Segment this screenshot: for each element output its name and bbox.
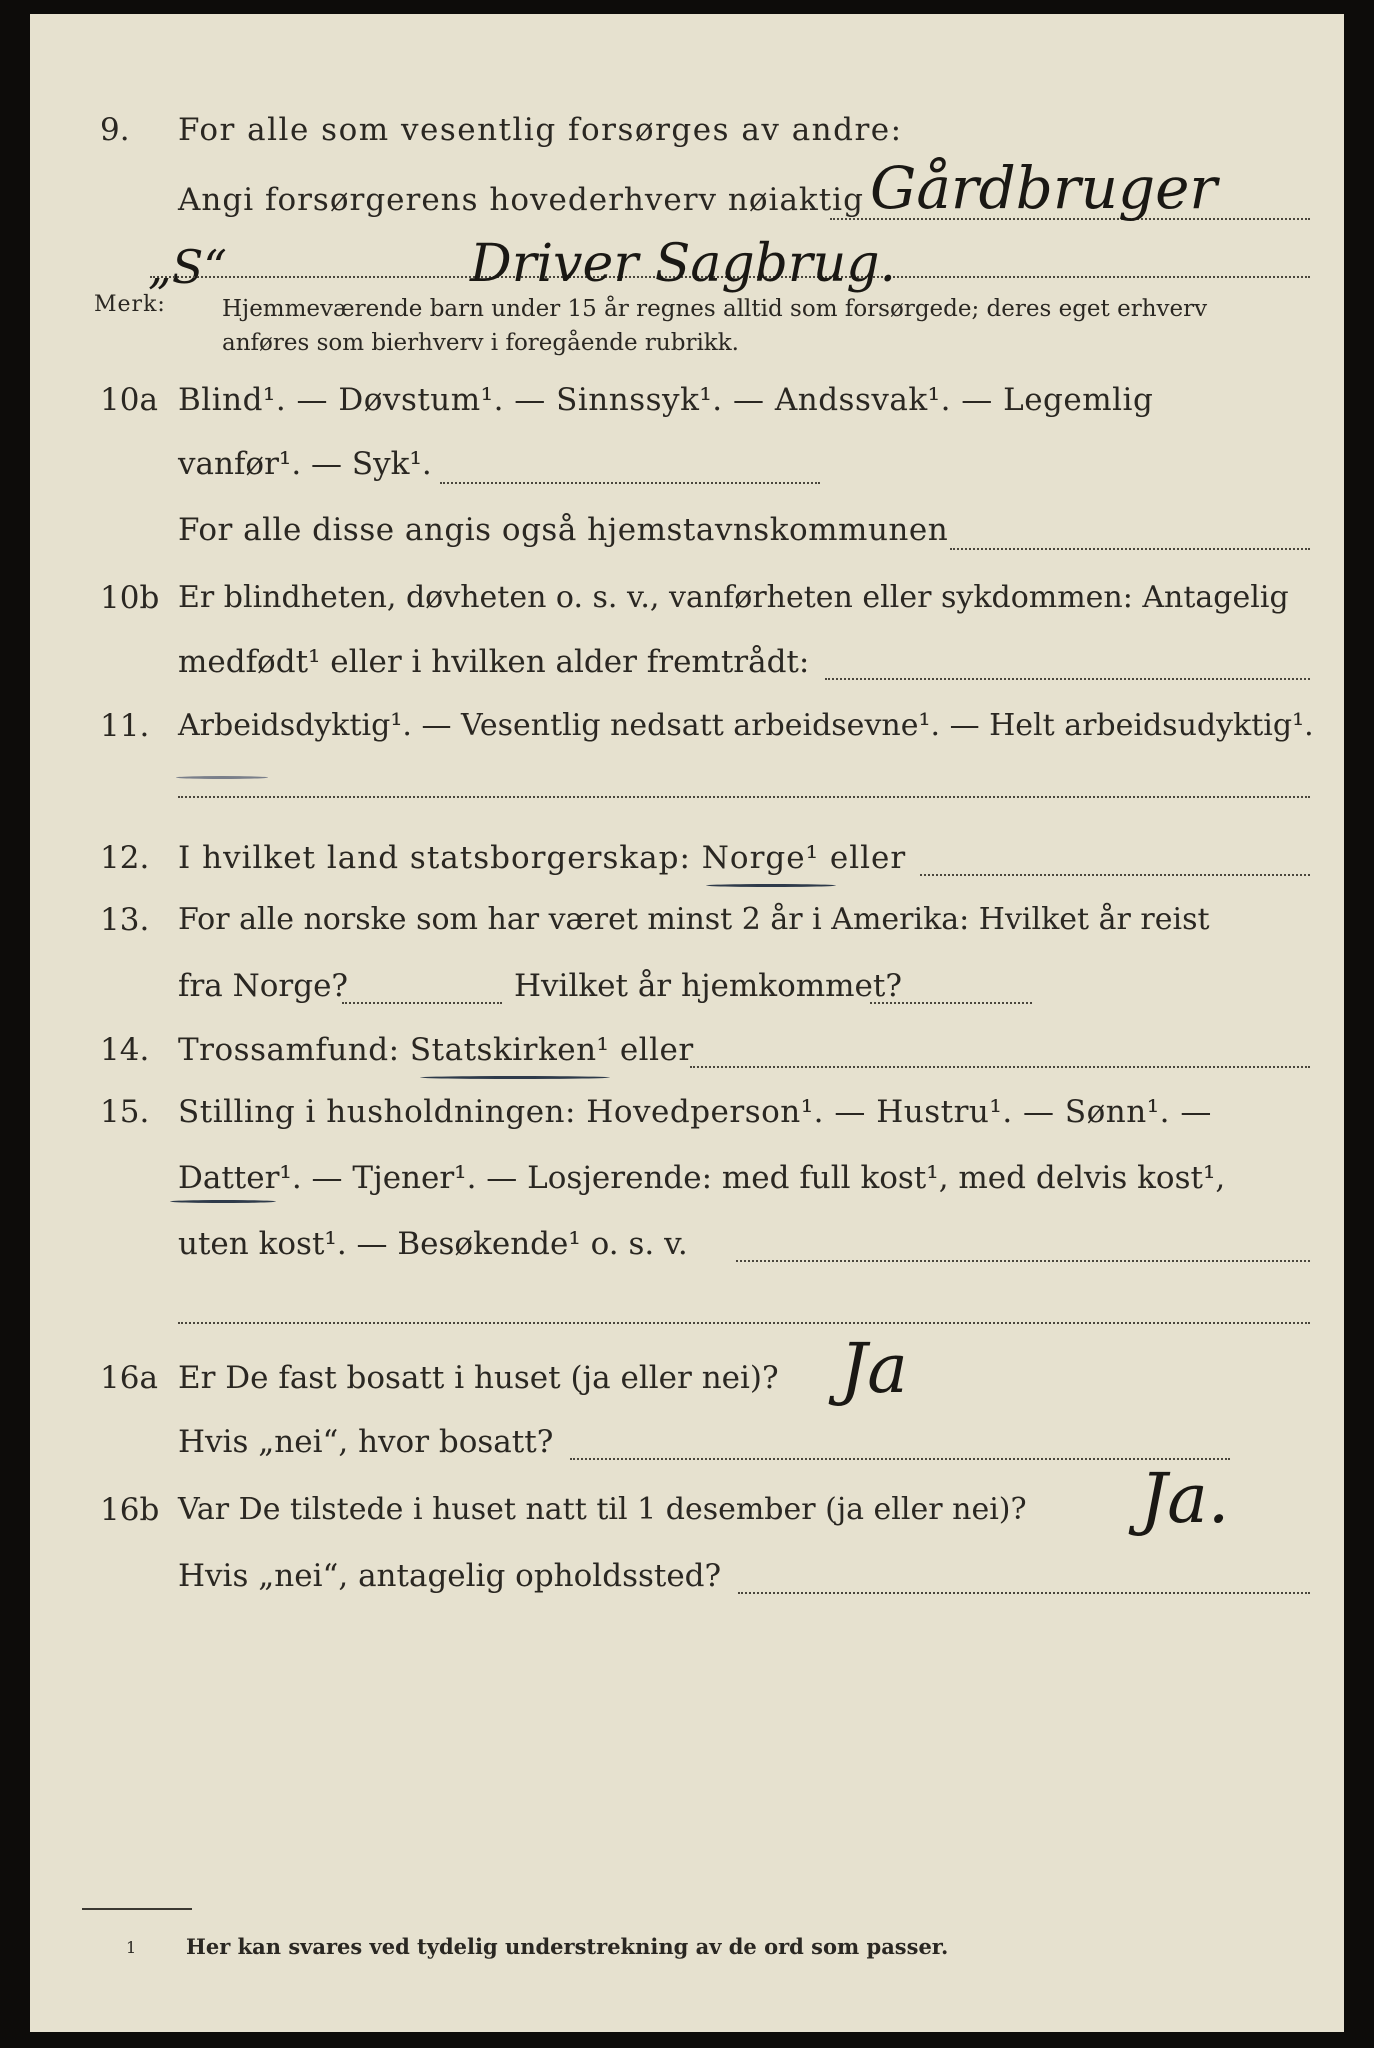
q15-line1: Stilling i husholdningen: Hovedperson¹. — Hustru¹. — Sønn¹. — xyxy=(178,1094,1212,1130)
q10a-number: 10a xyxy=(100,382,158,418)
q15-line2: Datter¹. — Tjener¹. — Losjerende: med full kost¹, med delvis kost¹, xyxy=(178,1160,1226,1196)
q16a-line1: Er De fast bosatt i huset (ja eller nei)? xyxy=(178,1360,779,1396)
footnote-rule xyxy=(82,1908,192,1910)
q11-number: 11. xyxy=(100,708,150,744)
note-line1: Hjemmeværende barn under 15 år regnes alltid som forsørgede; deres eget erhverv xyxy=(222,296,1208,322)
q15-answer-line1 xyxy=(736,1260,1310,1262)
q13-number: 13. xyxy=(100,902,150,938)
q14-answer-line xyxy=(690,1066,1310,1068)
q14-statskirken-underline xyxy=(420,1076,610,1079)
q10a-line2: vanfør¹. — Syk¹. xyxy=(178,446,432,482)
q9-line1: For alle som vesentlig forsørges av andre: xyxy=(178,112,903,148)
q9-handwritten-answer1: Gårdbruger xyxy=(870,154,1218,222)
q10b-number: 10b xyxy=(100,580,160,616)
q16a-answer-line xyxy=(570,1458,1230,1460)
q15-number: 15. xyxy=(100,1094,150,1130)
q15-datter-underline xyxy=(170,1200,276,1203)
q16a-line2: Hvis „nei“, hvor bosatt? xyxy=(178,1424,554,1460)
q12-line1: I hvilket land statsborgerskap: Norge¹ eller xyxy=(178,840,907,876)
q16b-line1: Var De tilstede i huset natt til 1 desember (ja eller nei)? xyxy=(178,1492,1027,1527)
note-line2: anføres som bierhverv i foregående rubrikk. xyxy=(222,330,739,356)
q14-line1: Trossamfund: Statskirken¹ eller xyxy=(178,1032,694,1068)
q16b-answer-line xyxy=(738,1592,1310,1594)
q13-line2a: fra Norge? xyxy=(178,968,349,1004)
q12-answer-line xyxy=(920,874,1310,876)
q13-answer-line1 xyxy=(342,1002,502,1004)
q10a-answer-line1 xyxy=(440,482,820,484)
q10a-line3: For alle disse angis også hjemstavnskommunen xyxy=(178,512,949,548)
q14-number: 14. xyxy=(100,1032,150,1068)
q16b-handwritten-answer: Ja. xyxy=(1140,1460,1230,1539)
q10a-line1: Blind¹. — Døvstum¹. — Sinnssyk¹. — Andssvak¹. — Legemlig xyxy=(178,382,1154,418)
footnote-text: Her kan svares ved tydelig understrekning av de ord som passer. xyxy=(186,1934,949,1959)
q9-number: 9. xyxy=(100,112,130,148)
q16b-number: 16b xyxy=(100,1492,160,1528)
q15-answer-line2 xyxy=(178,1322,1310,1324)
q15-line3: uten kost¹. — Besøkende¹ o. s. v. xyxy=(178,1226,688,1262)
q16a-number: 16a xyxy=(100,1360,158,1396)
q10a-answer-line2 xyxy=(950,548,1310,550)
q13-answer-line2 xyxy=(870,1002,1032,1004)
q11-answer-line xyxy=(178,796,1310,798)
q13-line2b: Hvilket år hjemkommet? xyxy=(514,968,902,1004)
note-label: Merk: xyxy=(94,292,166,317)
q12-norge-underline xyxy=(706,884,836,887)
q13-line1: For alle norske som har været minst 2 år i Amerika: Hvilket år reist xyxy=(178,902,1210,937)
q16b-line2: Hvis „nei“, antagelig opholdssted? xyxy=(178,1558,722,1594)
q16a-handwritten-answer: Ja xyxy=(840,1330,908,1409)
q11-line1: Arbeidsdyktig¹. — Vesentlig nedsatt arbeidsevne¹. — Helt arbeidsudyktig¹. xyxy=(178,708,1314,743)
q12-number: 12. xyxy=(100,840,150,876)
q9-handwritten-answer2: Driver Sagbrug. xyxy=(470,234,897,294)
footnote-mark: 1 xyxy=(126,1938,137,1957)
q10b-line1: Er blindheten, døvheten o. s. v., vanførheten eller sykdommen: Antagelig xyxy=(178,580,1289,615)
census-form-page xyxy=(30,14,1344,2032)
q11-pencil-mark xyxy=(176,776,268,779)
q10b-line2: medfødt¹ eller i hvilken alder fremtrådt: xyxy=(178,644,810,680)
q9-handwritten-prefix: „S“ xyxy=(148,240,227,294)
q9-line2-label: Angi forsørgerens hovederhverv nøiaktig xyxy=(178,182,864,218)
q10b-answer-line xyxy=(825,678,1310,680)
